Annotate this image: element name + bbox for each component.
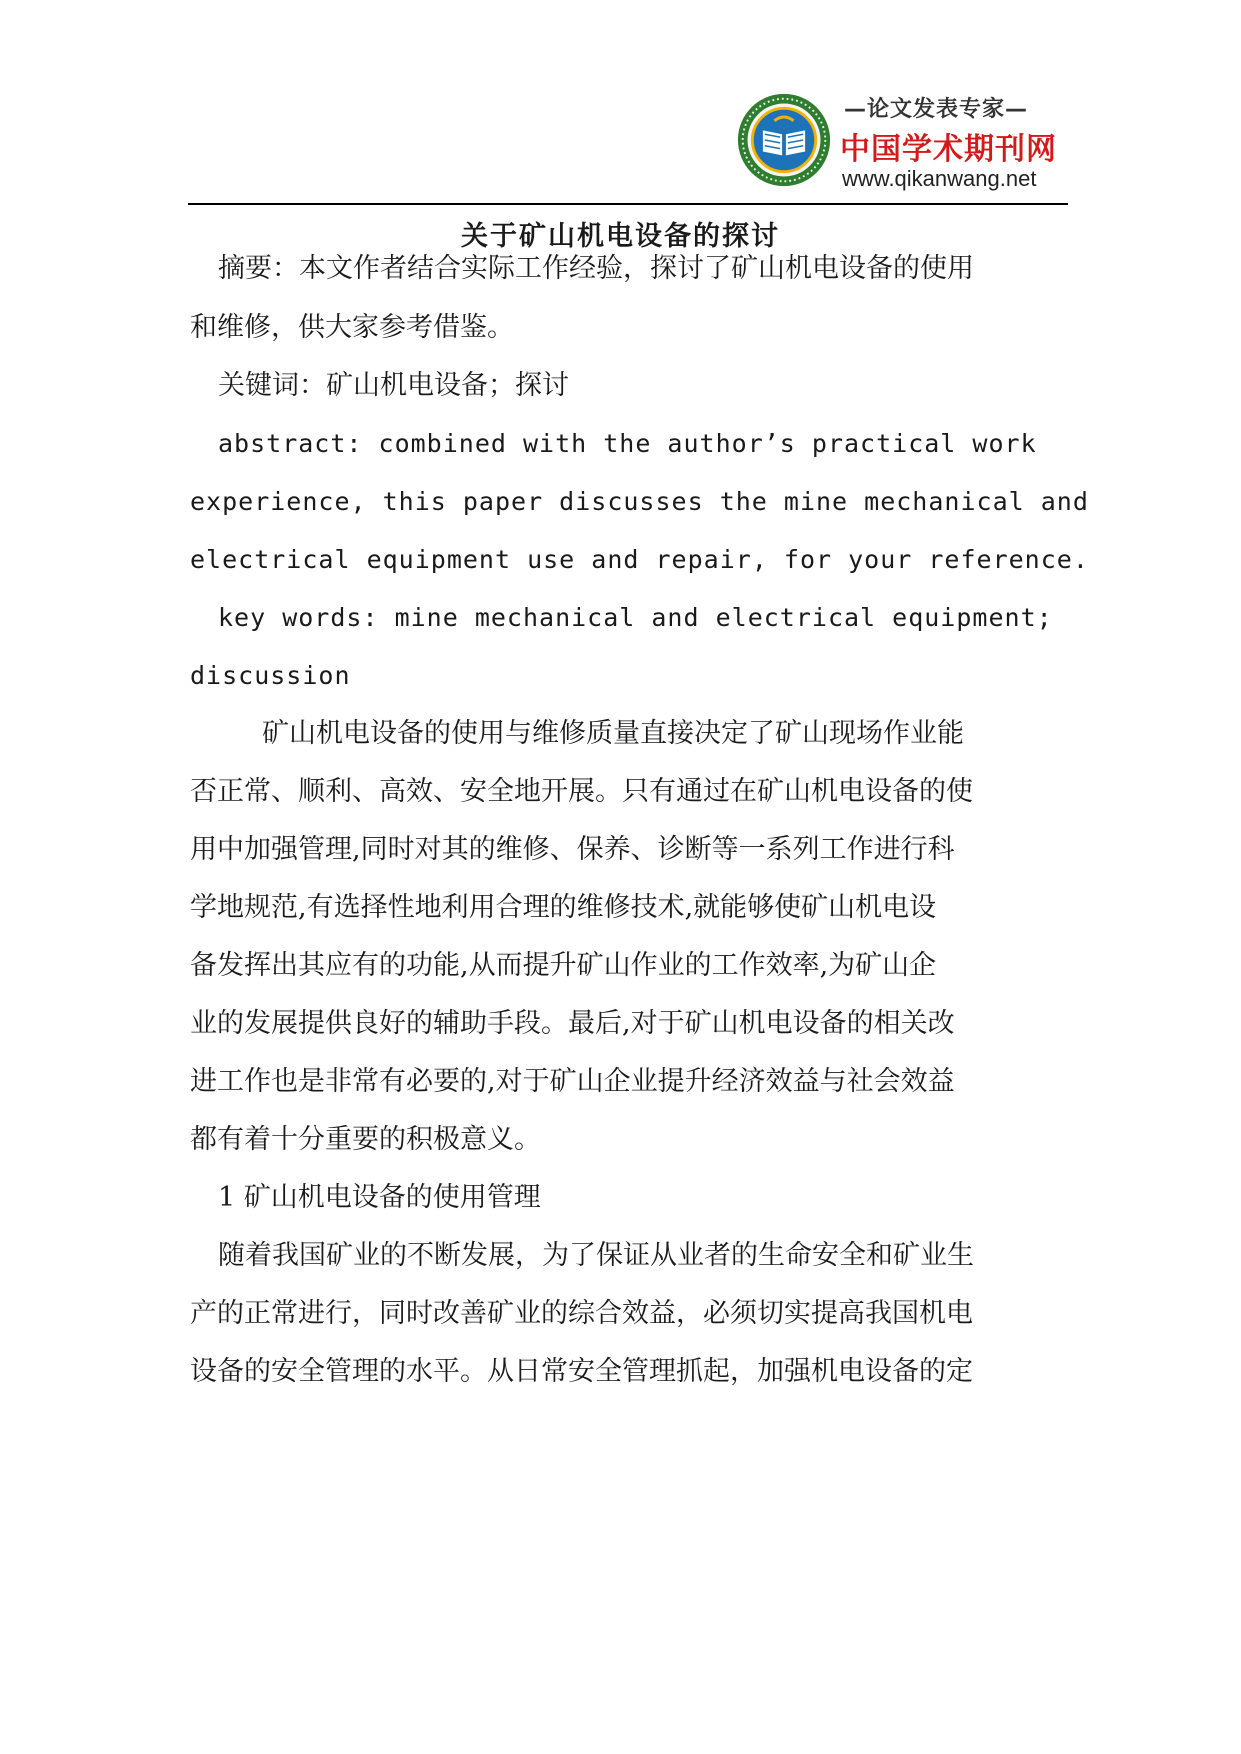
body-paragraph-line: 都有着十分重要的积极意义。 xyxy=(190,1124,541,1155)
publisher-seal-icon xyxy=(736,92,832,188)
page-header xyxy=(188,88,1066,204)
body-paragraph-line: 设备的安全管理的水平。从日常安全管理抓起，加强机电设备的定 xyxy=(190,1356,973,1387)
body-paragraph-line: 否正常、顺利、高效、安全地开展。只有通过在矿山机电设备的使 xyxy=(190,776,973,807)
keywords-cn: 关键词：矿山机电设备；探讨 xyxy=(218,370,569,401)
body-paragraph-line: 学地规范,有选择性地利用合理的维修技术,就能够使矿山机电设 xyxy=(190,892,937,923)
logo-slogan: —论文发表专家— xyxy=(844,97,1029,122)
keywords-en-line-1: key words: mine mechanical and electrical equipment; xyxy=(218,603,1053,632)
body-paragraph-line: 矿山机电设备的使用与维修质量直接决定了矿山现场作业能 xyxy=(262,718,964,749)
body-paragraph-line: 产的正常进行，同时改善矿业的综合效益，必须切实提高我国机电 xyxy=(190,1298,973,1329)
body-paragraph-line: 随着我国矿业的不断发展，为了保证从业者的生命安全和矿业生 xyxy=(218,1240,974,1271)
publisher-logo xyxy=(736,88,1066,204)
abstract-en-line-1: abstract: combined with the author’s practical work xyxy=(218,429,1037,458)
body-paragraph-line: 进工作也是非常有必要的,对于矿山企业提升经济效益与社会效益 xyxy=(190,1066,955,1097)
abstract-cn-line-2: 和维修，供大家参考借鉴。 xyxy=(190,312,514,343)
header-divider xyxy=(188,203,1068,205)
logo-brand-name: 中国学术期刊网 xyxy=(840,132,1057,167)
article-title: 关于矿山机电设备的探讨 xyxy=(461,221,780,252)
section-heading: 1 矿山机电设备的使用管理 xyxy=(218,1182,541,1213)
body-paragraph-line: 用中加强管理,同时对其的维修、保养、诊断等一系列工作进行科 xyxy=(190,834,955,865)
keywords-en-line-2: discussion xyxy=(190,661,351,690)
body-paragraph-line: 备发挥出其应有的功能,从而提升矿山作业的工作效率,为矿山企 xyxy=(190,950,937,981)
body-paragraph-line: 业的发展提供良好的辅助手段。最后,对于矿山机电设备的相关改 xyxy=(190,1008,955,1039)
logo-brand-url: www.qikanwang.net xyxy=(842,166,1037,191)
abstract-en-line-3: electrical equipment use and repair, for your reference. xyxy=(190,545,1089,574)
abstract-cn-line-1: 摘要：本文作者结合实际工作经验，探讨了矿山机电设备的使用 xyxy=(218,253,974,284)
abstract-en-line-2: experience, this paper discusses the mine mechanical and xyxy=(190,487,1089,516)
